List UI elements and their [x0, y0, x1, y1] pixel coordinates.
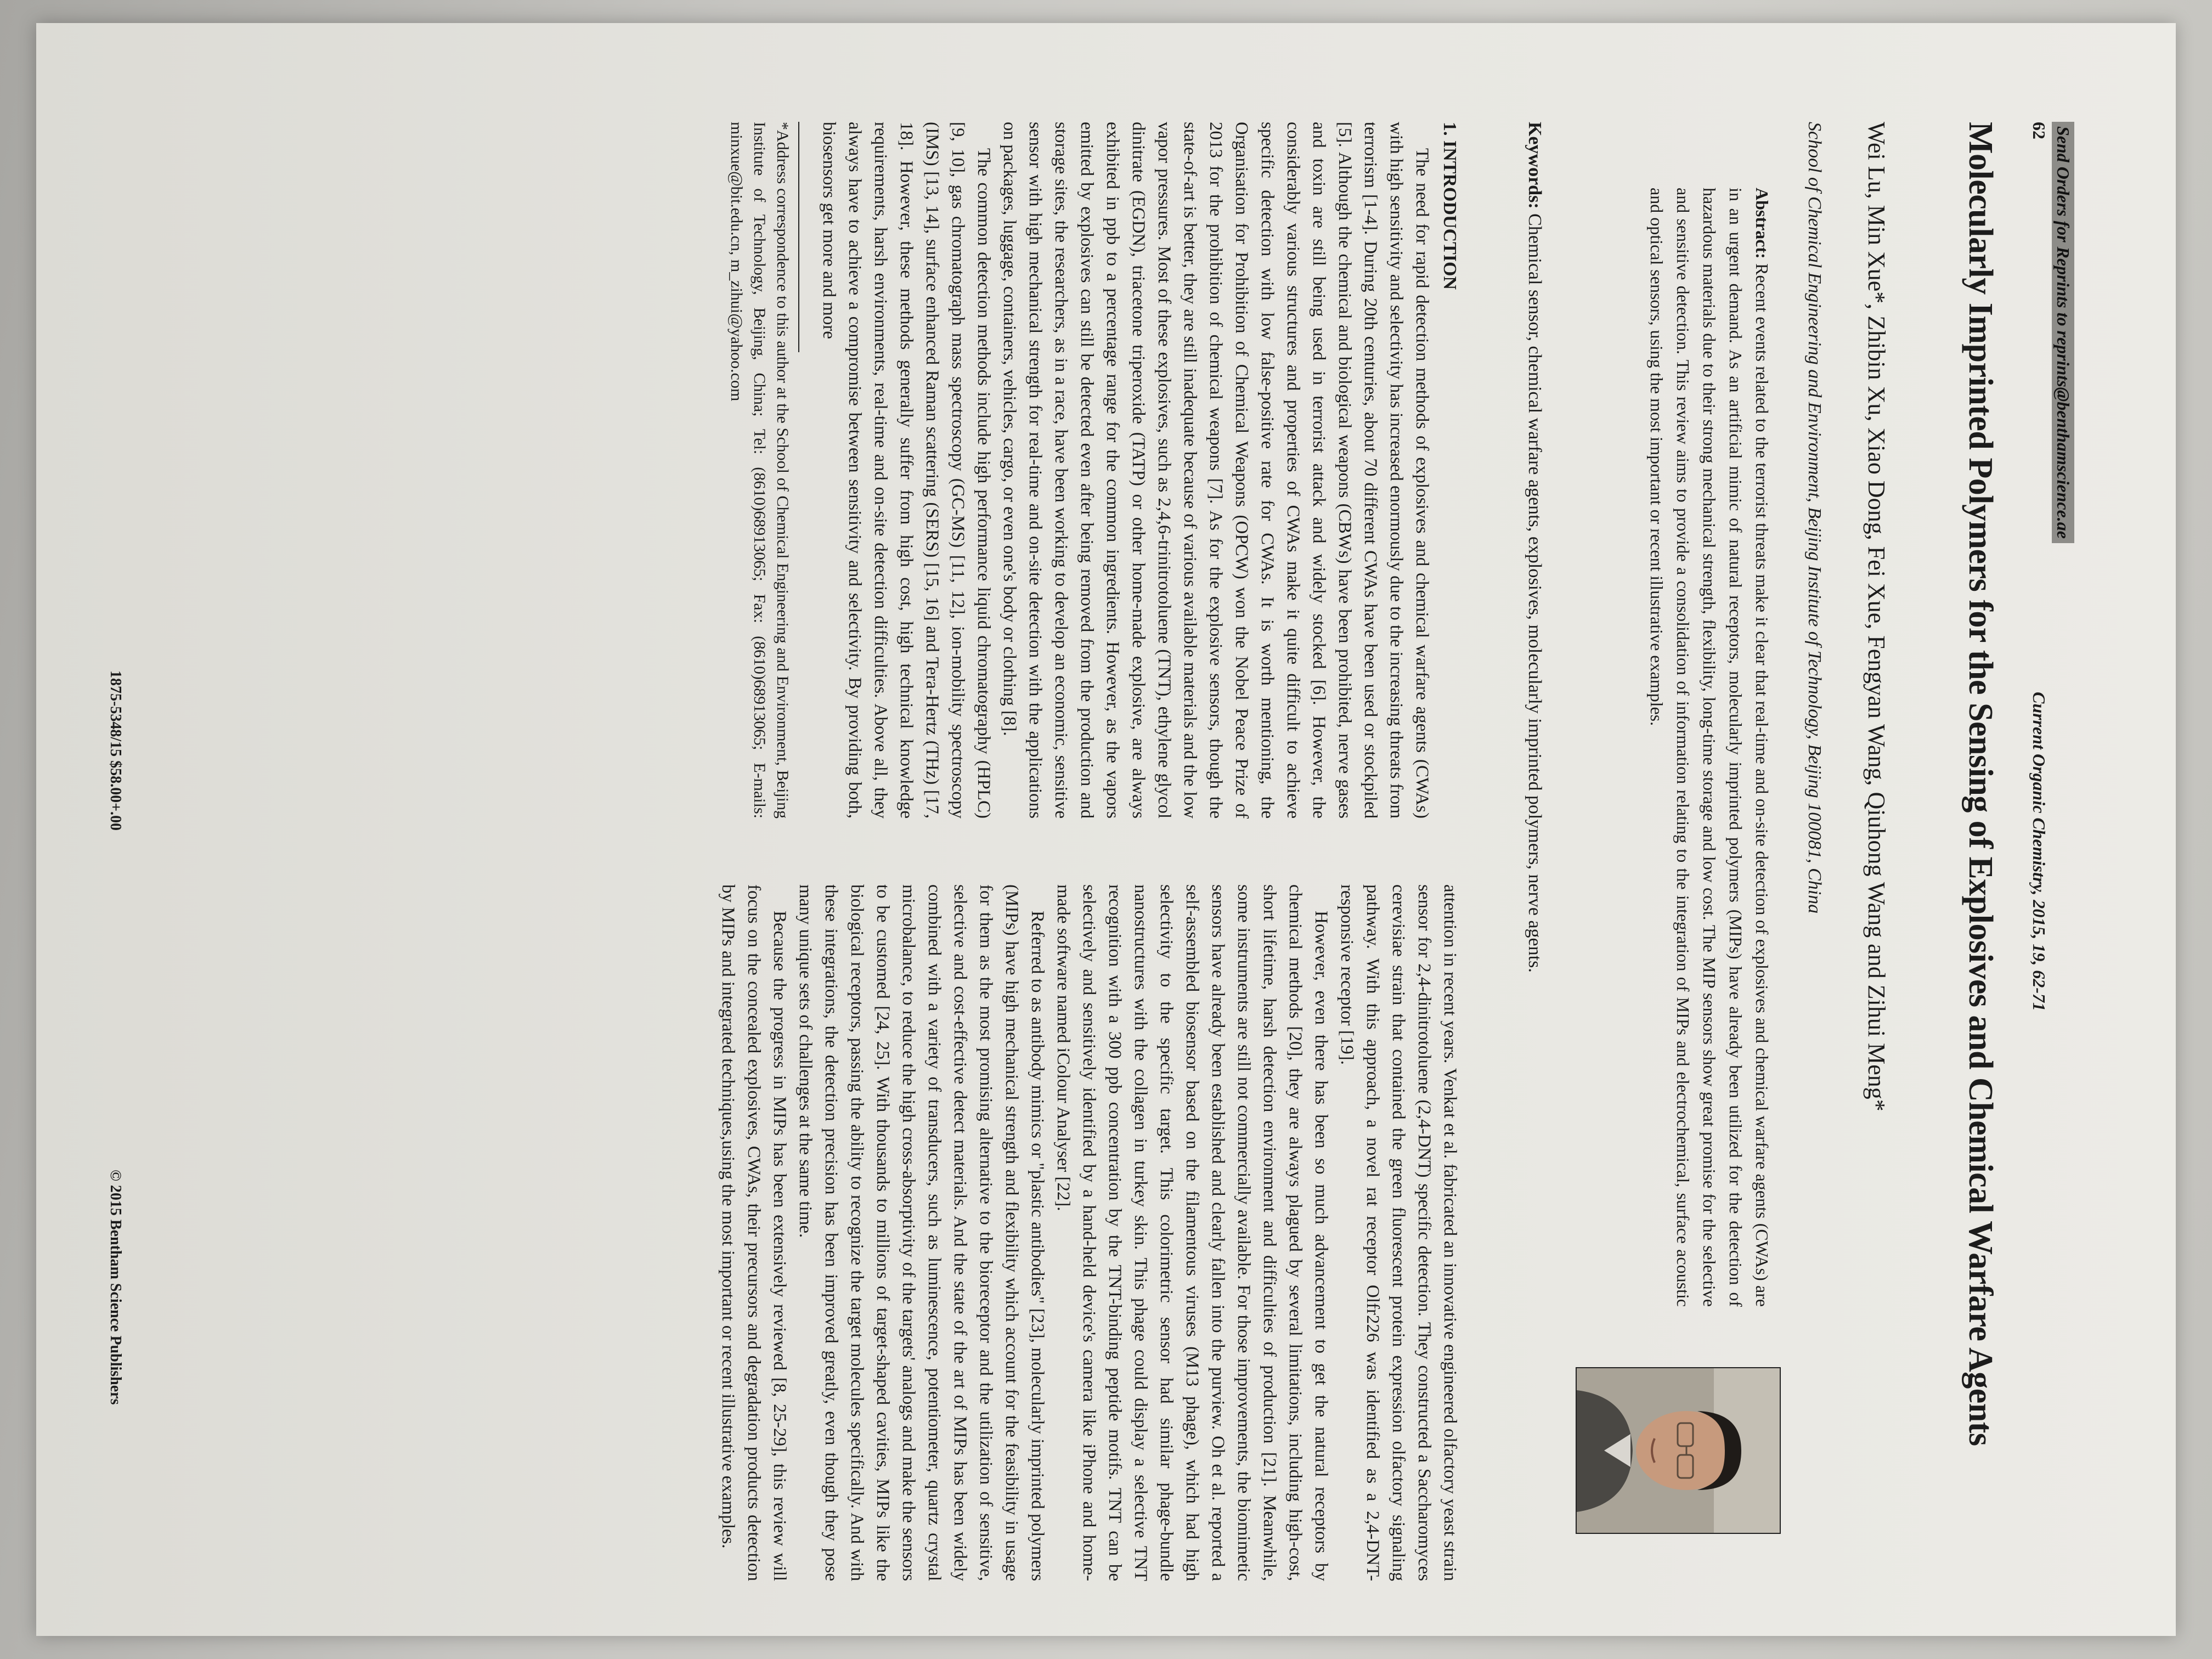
abstract-label: Abstract:	[1752, 188, 1772, 259]
body-paragraph-continued: attention in recent years. Venkat et al. fabricated an innovative engineered olfactory yeast strain sensor for 2,4-dinitrotoluene (2,4-DNT) specific detection. They constructed a Saccharomyces cerevisiae strain that contained the green fluorescent protein expression olfactory signaling pathway. With this approach, a novel rat receptor Olfr226 was identified as a 2,4-DNT-responsive receptor [19].	[1337, 884, 1460, 1581]
journal-citation	[2029, 122, 2049, 1581]
intro-paragraph-2: The common detection methods include high performance liquid chromatography (HPLC) [9, 10], gas chromatograph mass spectroscopy (GC-MS) [11, 12], ion-mobility spectroscopy (IMS) [13, 14], surface enhanced Raman scattering (SERS) [15, 16] and Tera-Hertz (THz) [17, 18]. However, these methods generally suffer from high cost, high technical knowledge requirements, harsh environments, real-time and on-site detection difficulties. Above all, they always have to achieve a compromise between sensitivity and selectivity. By providing both, biosensors get more and more	[819, 122, 994, 819]
journal-name: Current Organic Chemistry,	[2029, 692, 2049, 896]
abstract	[1644, 188, 1775, 1307]
reprints-notice: Send Orders for Reprints to reprints@benthamscience.ae	[2052, 122, 2074, 543]
issn-price: 1875-5348/15 $58.00+.00	[107, 670, 124, 831]
body-paragraph: Because the progress in MIPs has been extensively reviewed [8, 25-29], this review will focus on the concealed explosives, CWAs, their precursors and degradation products detection by MIPs and integrated techniques,using the most important or recent illustrative examples.	[718, 884, 789, 1581]
journal-volume: 2015, 19, 62-71	[2029, 900, 2049, 1011]
left-column	[725, 122, 1463, 819]
copyright-notice: © 2015 Bentham Science Publishers	[107, 1170, 124, 1405]
right-column	[715, 884, 1463, 1581]
body-paragraph: Referred to as antibody mimics or "plastic antibodies" [23], molecularly imprinted polymers (MIPs) have high mechanical strength and flexibility which account for the feasibility in usage for them as the most promising alternative to the bioreceptor and the utilization of sensitive, selective and cost-effective detect materials. And the state of the art of MIPs has been widely combined with a variety of transducers, such as luminescence, potentiometer, quartz crystal microbalance, to reduce the high cross-absorptivity of the targets' analogs and make the sensors to be customed [24, 25]. With thousands to millions of target-shaped cavities, MIPs like the biological receptors, passing the ability to recognize the target molecules specifically. And with these integrations, the detection precision has been improved greatly, even though they pose many unique sets of challenges at the same time.	[795, 884, 1047, 1581]
correspondence-footnote: *Address correspondence to this author at the School of Chemical Engineering and Environment, Beijing Institute of Technology, Beijing, China; Tel: (8610)68913065; Fax: (8610)68913065; E-mails: minxue@bit.edu.cn, m_zihui@yahoo.com	[727, 122, 792, 819]
body-paragraph: However, even there has been so much advancement to get the natural receptors by chemical methods [20], they are always plagued by several limitations, including high-cost, short lifetime, harsh detection environment and difficulties of production [21]. Meanwhile, some instruments are still not commercially available. For those improvements, the biomimetic sensors have already been established and clearly fallen into the purview. Oh et al. reported a self-assembled biosensor based on the filamentous viruses (M13 phage), which had high selectivity to the specific target. This colorimetric sensor had similar phage-bundle nanostructures with the collagen in turkey skin. This phage could display a selective TNT recognition with a 300 ppb concentration by the TNT-binding peptide motifs. TNT can be selectively and sensitively identified by a hand-held device's camera like iPhone and home-made software named iColour Analyser [22].	[1053, 884, 1331, 1581]
affiliation: School of Chemical Engineering and Environment, Beijing Institute of Technology, Beijing 100081, China	[1804, 122, 1825, 914]
footnote-divider	[798, 122, 799, 352]
keywords-label: Keywords:	[1525, 122, 1545, 209]
running-head	[2030, 122, 2074, 1581]
section-heading: 1. INTRODUCTION	[1440, 122, 1460, 290]
page-footer	[102, 122, 124, 1581]
page-number: 62	[2029, 122, 2049, 139]
author-portrait-photo	[1576, 1367, 1781, 1534]
page-content	[58, 122, 2099, 1581]
journal-page	[36, 23, 2176, 1636]
portrait-illustration	[1577, 1368, 1780, 1533]
author-list: Wei Lu, Min Xue*, Zhibin Xu, Xiao Dong, Fei Xue, Fengyan Wang, Qiuhong Wang and Zihui Meng*	[1863, 122, 1890, 1111]
abstract-text: Recent events related to the terrorist threats make it clear that real-time and on-site detection of explosives and chemical warfare agents (CWAs) are in an urgent demand. As an artificial mimic of natural receptors, molecularly imprinted polymers (MIPs) have already been utilized for the detection of hazardous materials due to their strong mechanical strength, flexibility, long-time storage and low cost. The MIP sensors show great promise for the selective and sensitive detection. This review aims to provide a consolidation of information relating to the integration of MIPs and electrochemical, surface acoustic and optical sensors, using the most important or recent illustrative examples.	[1647, 188, 1772, 1307]
article-title: Molecularly Imprinted Polymers for the Sensing of Explosives and Chemical Warfare Agents	[1962, 122, 1999, 1446]
keywords-text: Chemical sensor, chemical warfare agents, explosives, molecularly imprinted polymers, nerve agents.	[1525, 213, 1545, 973]
intro-paragraph-1: The need for rapid detection methods of explosives and chemical warfare agents (CWAs) with high sensitivity and selectivity has increased enormously due to the increasing threats from terrorism [1-4]. During 20th centuries, about 70 different CWAs have been used or stockpiled [5]. Although the chemical and biological weapons (CBWs) have been prohibited, nerve gases and toxin are still being used in terrorist attack and widely stocked [6]. However, the considerably various structures and properties of CWAs make it quite difficult to achieve specific detection with low false-positive rate for CWAs. It is worth mentioning, the Organisation for Prohibition of Chemical Weapons (OPCW) won the Nobel Peace Prize of 2013 for the prohibition of chemical weapons [7]. As for the explosive sensors, though the state-of-art is better, they are still inadequate because of various available materials and the low vapor pressures. Most of these explosives, such as 2,4,6-trinitrotoluene (TNT), ethylene glycol dinitrate (EGDN), triacetone triperoxide (TATP) or other home-made explosive, are always exhibited in ppb to a percentage range for the common ingredients. However, as the vapors emitted by explosives can still be detected even after being removed from the production and storage sites, the researchers, as in a race, have been working to develop an economic, sensitive sensor with high mechanical strength for real-time and on-site detection with the applications on packages, luggage, containers, vehicles, cargo, or even one's body or clothing [8].	[1000, 122, 1432, 819]
keywords	[1524, 122, 1545, 1581]
